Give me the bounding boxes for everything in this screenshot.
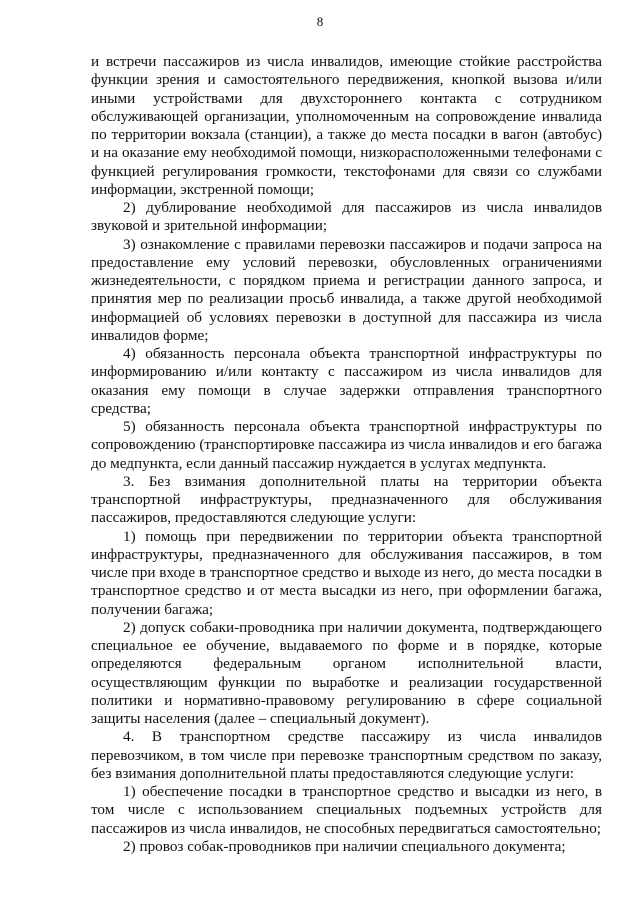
paragraph-section-4-item-2: 2) провоз собак-проводников при наличии специального документа;	[123, 837, 566, 855]
paragraph-section-4: 4. В транспортном средстве пассажиру из числа инвалидов перевозчиком, в том числе при перевозке транспортным средством по заказу, без взимания дополнительной платы предоставляются следующие услуги:	[91, 728, 602, 782]
paragraph-item-4-staff-informing: 4) обязанность персонала объекта транспортной инфраструктуры по информированию и/или контакту с пассажиром из числа инвалидов для оказания ему помощи в случае задержки отправления транспортного средства;	[91, 345, 602, 417]
paragraph-item-2-duplication: 2) дублирование необходимой для пассажиров из числа инвалидов звуковой и зрительной информации;	[91, 199, 602, 235]
paragraph-item-3-rules-familiarization: 3) ознакомление с правилами перевозки пассажиров и подачи запроса на предоставление ему условий перевозки, обусловленных ограничениями жизнедеятельности, с порядком приема и регистрации данного запроса, и принятия мер по реализации просьб инвалида, а также другой необходимой информацией об условиях перевозки в доступной для пассажира из числа инвалидов форме;	[91, 235, 602, 344]
document-body	[91, 53, 602, 856]
paragraph-continuation: и встречи пассажиров из числа инвалидов, имеющие стойкие расстройства функции зрения и самостоятельного передвижения, кнопкой вызова и/или иными устройствами для двухстороннего контакта с сотрудником обслуживающей организации, уполномоченным на сопровождение инвалида по территории вокзала (станции), а также до места посадки в вагон (автобус) и на оказание ему необходимой помощи, низкорасположенными телефонами с функцией регулирования громкости, текстофонами для связи со службами информации, экстренной помощи;	[91, 53, 602, 198]
paragraph-section-3-item-1: 1) помощь при передвижении по территории объекта транспортной инфраструктуры, предназначенного для обслуживания пассажиров, в том числе при входе в транспортное средство и выходе из него, до места посадки в транспортное средство и от места высадки из него, при оформлении багажа, получении багажа;	[91, 527, 602, 618]
paragraph-item-5-staff-escort: 5) обязанность персонала объекта транспортной инфраструктуры по сопровождению (транспортировке пассажира из числа инвалидов и его багажа до медпункта, если данный пассажир нуждается в услугах медпункта.	[91, 418, 602, 472]
paragraph-section-4-item-1: 1) обеспечение посадки в транспортное средство и высадки из него, в том числе с использованием специальных подъемных устройств для пассажиров из числа инвалидов, не способных передвигаться самостоятельно;	[91, 783, 602, 837]
paragraph-section-3-item-2: 2) допуск собаки-проводника при наличии документа, подтверждающего специальное ее обучение, выдаваемого по форме и в порядке, которые определяются федеральным органом исполнительной власти, осуществляющим функции по выработке и реализации государственной политики и нормативно-правовому регулированию в сфере социальной защиты населения (далее – специальный документ).	[91, 618, 602, 727]
page-number: 8	[316, 14, 324, 29]
paragraph-section-3: 3. Без взимания дополнительной платы на территории объекта транспортной инфраструктуры, предназначенного для обслуживания пассажиров, предоставляются следующие услуги:	[91, 472, 602, 527]
